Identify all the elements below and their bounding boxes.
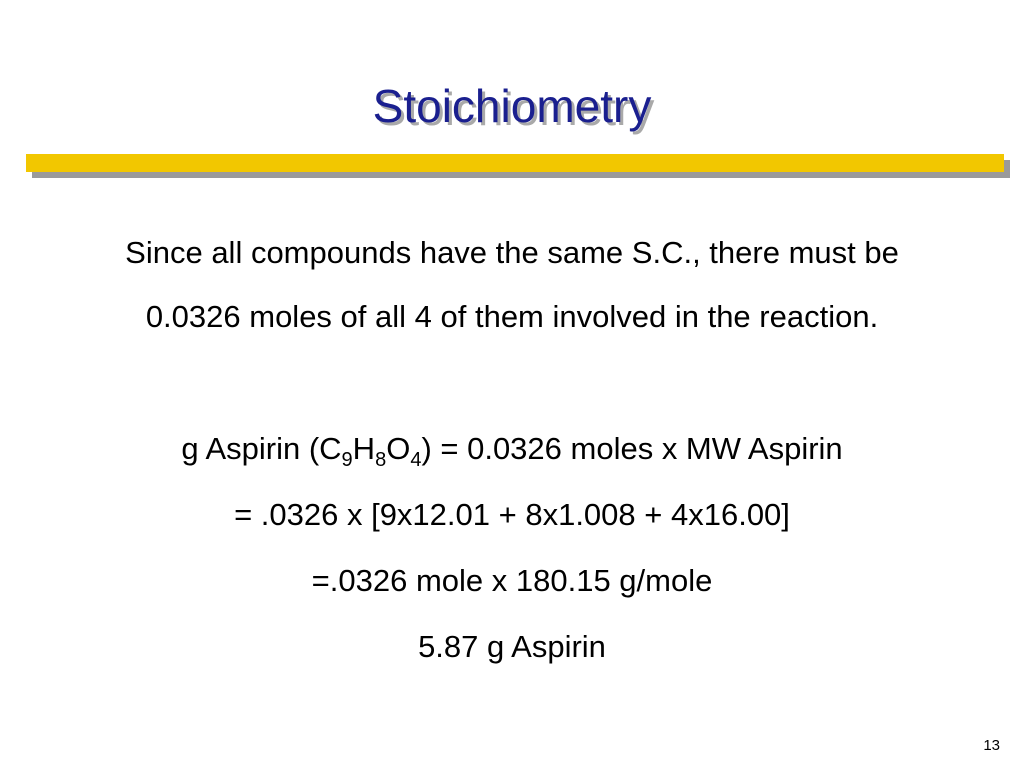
formula-subscript-h: 8: [375, 449, 387, 471]
formula-prefix: g Aspirin (C: [181, 431, 342, 466]
formula-suffix: ) = 0.0326 moles x MW Aspirin: [421, 431, 843, 466]
page-number: 13: [983, 737, 1000, 754]
result-text: 5.87 g Aspirin: [418, 629, 606, 664]
body-text-line-1: Since all compounds have the same S.C., there must be: [125, 235, 899, 270]
formula-subscript-c: 9: [341, 449, 353, 471]
aspirin-formula-line: [20, 431, 1004, 471]
molecular-weight-calculation: = .0326 x [9x12.01 + 8x1.008 + 4x16.00]: [234, 497, 790, 532]
formula-subscript-o: 4: [410, 449, 422, 471]
body-text-line-2: 0.0326 moles of all 4 of them involved in the reaction.: [145, 299, 879, 334]
slide-title: Stoichiometry: [372, 80, 652, 132]
title-underline-bar: [26, 154, 1004, 172]
mass-calculation: =.0326 mole x 180.15 g/mole: [311, 563, 713, 598]
formula-o: O: [386, 431, 411, 466]
formula-h: H: [352, 431, 376, 466]
